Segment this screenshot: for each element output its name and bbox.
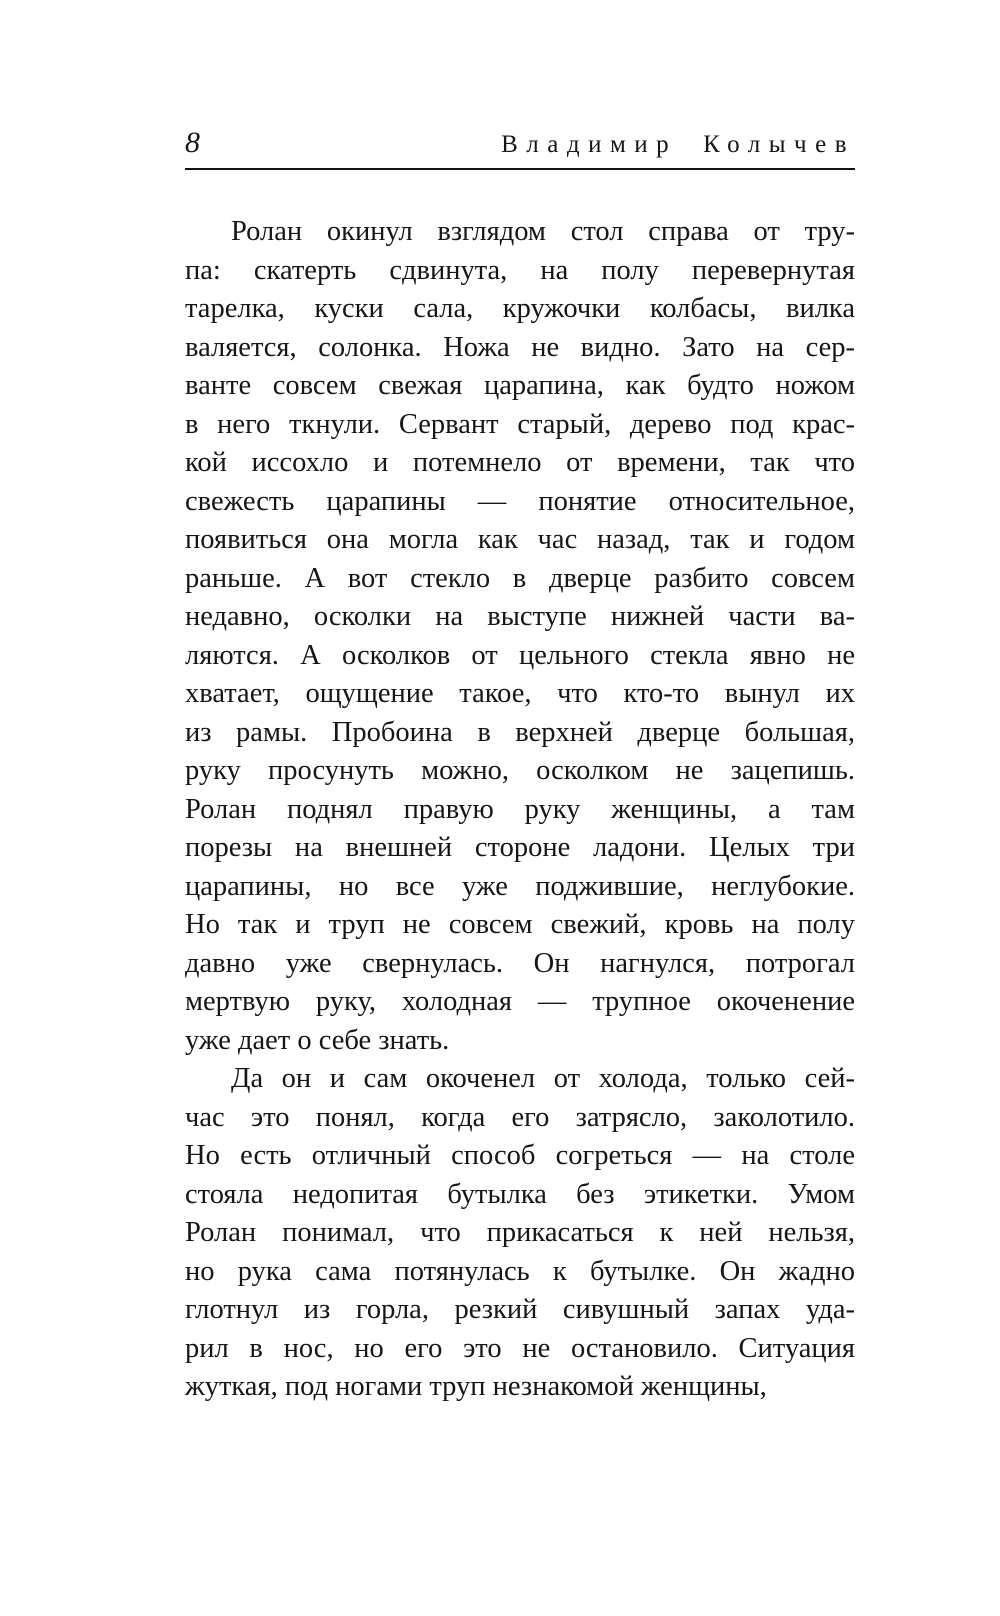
paragraph <box>185 213 855 1060</box>
text-line: уже дает о себе знать. <box>185 1024 450 1056</box>
text-line: раньше. А вот стекло в дверце разбито совсем <box>185 562 855 594</box>
running-head <box>185 126 855 160</box>
text-line: из рамы. Пробоина в верхней дверце большая, <box>185 716 855 748</box>
text-line: появиться она могла как час назад, так и годом <box>185 524 855 555</box>
text-line: но рука сама потянулась к бутылке. Он жадно <box>185 1255 855 1287</box>
text-line: мертвую руку, холодная — трупное окоченение <box>185 986 855 1017</box>
text-line: тарелка, куски сала, кружочки колбасы, вилка <box>185 293 855 324</box>
text-line: Ролан поднял правую руку женщины, а там <box>185 793 855 825</box>
text-line: валяется, солонка. Ножа не видно. Зато на сер- <box>185 331 855 363</box>
text-line: глотнул из горла, резкий сивушный запах уда- <box>185 1294 855 1325</box>
text-line: Ролан окинул взглядом стол справа от тру- <box>231 216 855 247</box>
text-block <box>185 213 855 1407</box>
paragraph <box>185 1060 855 1407</box>
text-line: царапины, но все уже поджившие, неглубокие. <box>185 870 855 902</box>
text-line: Но есть отличный способ согреться — на столе <box>185 1140 855 1171</box>
text-line: Да он и сам окоченел от холода, только сей- <box>231 1063 855 1094</box>
text-line: Ролан понимал, что прикасаться к ней нельзя, <box>185 1217 855 1248</box>
text-line: руку просунуть можно, осколком не зацепишь. <box>185 755 855 786</box>
text-line: порезы на внешней стороне ладони. Целых три <box>185 832 855 863</box>
text-line: ванте совсем свежая царапина, как будто ножом <box>185 370 855 401</box>
text-line: рил в нос, но его это не остановило. Ситуация <box>185 1332 855 1364</box>
header-rule <box>185 168 855 170</box>
text-line: давно уже свернулась. Он нагнулся, потрогал <box>185 947 855 979</box>
text-line: Но так и труп не совсем свежий, кровь на полу <box>185 909 855 940</box>
text-line: жуткая, под ногами труп незнакомой женщины, <box>185 1371 767 1402</box>
text-line: недавно, осколки на выступе нижней части ва- <box>185 601 855 632</box>
text-line: в него ткнули. Сервант старый, дерево под крас- <box>185 408 855 440</box>
text-line: свежесть царапины — понятие относительное, <box>185 485 855 517</box>
text-line: ляются. А осколков от цельного стекла явно не <box>185 639 855 671</box>
running-title: Владимир Колычев <box>501 131 855 158</box>
text-line: стояла недопитая бутылка без этикетки. Умом <box>185 1178 855 1210</box>
text-line: час это понял, когда его затрясло, заколотило. <box>185 1101 855 1133</box>
text-line: хватает, ощущение такое, что кто-то вынул их <box>185 678 855 709</box>
text-line: па: скатерть сдвинута, на полу перевернутая <box>185 254 855 286</box>
text-line: кой иссохло и потемнело от времени, так что <box>185 447 855 478</box>
page-number: 8 <box>185 126 201 159</box>
